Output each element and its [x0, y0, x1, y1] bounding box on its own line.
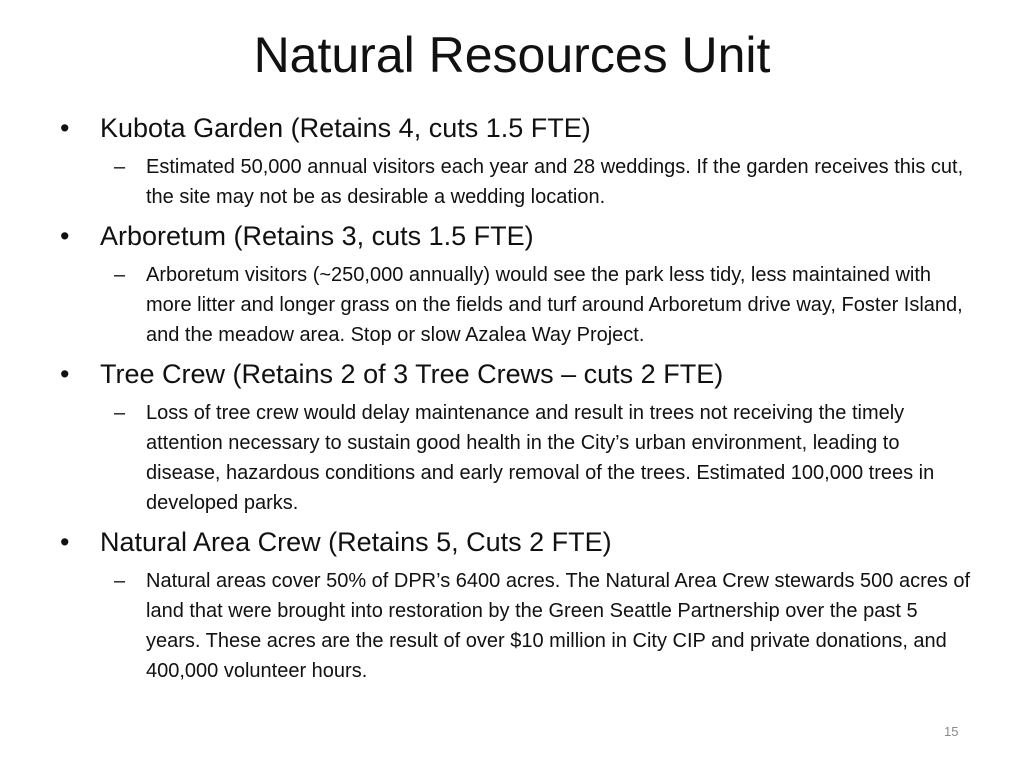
bullet-heading: Arboretum (Retains 3, cuts 1.5 FTE) — [100, 221, 534, 251]
slide-title: Natural Resources Unit — [253, 27, 771, 83]
bullet-marker: • — [60, 221, 70, 251]
bullet-heading: Kubota Garden (Retains 4, cuts 1.5 FTE) — [100, 113, 591, 143]
sub-bullet-marker: – — [114, 156, 126, 178]
slide-content — [60, 110, 975, 692]
bullet-natural-area-crew — [60, 524, 975, 560]
bullet-marker: • — [60, 527, 70, 557]
sub-bullet-text: Estimated 50,000 annual visitors each year and 28 weddings. If the garden receives this cut, the site may not be as desirable a wedding location. — [146, 156, 964, 208]
sub-bullet-arboretum — [60, 260, 975, 350]
sub-bullet-text: Arboretum visitors (~250,000 annually) would see the park less tidy, less maintained with more litter and longer grass on the fields and turf around Arboretum drive way, Foster Island, and the meadow area. Stop or slow Azalea Way Project. — [146, 264, 963, 346]
sub-bullet-marker: – — [114, 570, 126, 592]
sub-bullet-text: Loss of tree crew would delay maintenance and result in trees not receiving the timely attention necessary to sustain good health in the City’s urban environment, leading to disease, hazardous conditions and early removal of the trees. Estimated 100,000 trees in developed parks. — [146, 402, 935, 514]
sub-bullet-kubota-garden — [60, 152, 975, 212]
bullet-kubota-garden — [60, 110, 975, 146]
page-number: 15 — [944, 724, 959, 739]
sub-bullet-text: Natural areas cover 50% of DPR’s 6400 acres. The Natural Area Crew stewards 500 acres of land that were brought into restoration by the Green Seattle Partnership over the past 5 years. These acres are the result of over $10 million in City CIP and private donations, and 400,000 volunteer hours. — [146, 570, 971, 682]
bullet-marker: • — [60, 113, 70, 143]
sub-bullet-marker: – — [114, 402, 126, 424]
bullet-tree-crew — [60, 356, 975, 392]
bullet-heading: Tree Crew (Retains 2 of 3 Tree Crews – cuts 2 FTE) — [100, 359, 724, 389]
sub-bullet-marker: – — [114, 264, 126, 286]
bullet-arboretum — [60, 218, 975, 254]
bullet-marker: • — [60, 359, 70, 389]
bullet-heading: Natural Area Crew (Retains 5, Cuts 2 FTE) — [100, 527, 612, 557]
sub-bullet-tree-crew — [60, 398, 975, 518]
sub-bullet-natural-area-crew — [60, 566, 975, 686]
